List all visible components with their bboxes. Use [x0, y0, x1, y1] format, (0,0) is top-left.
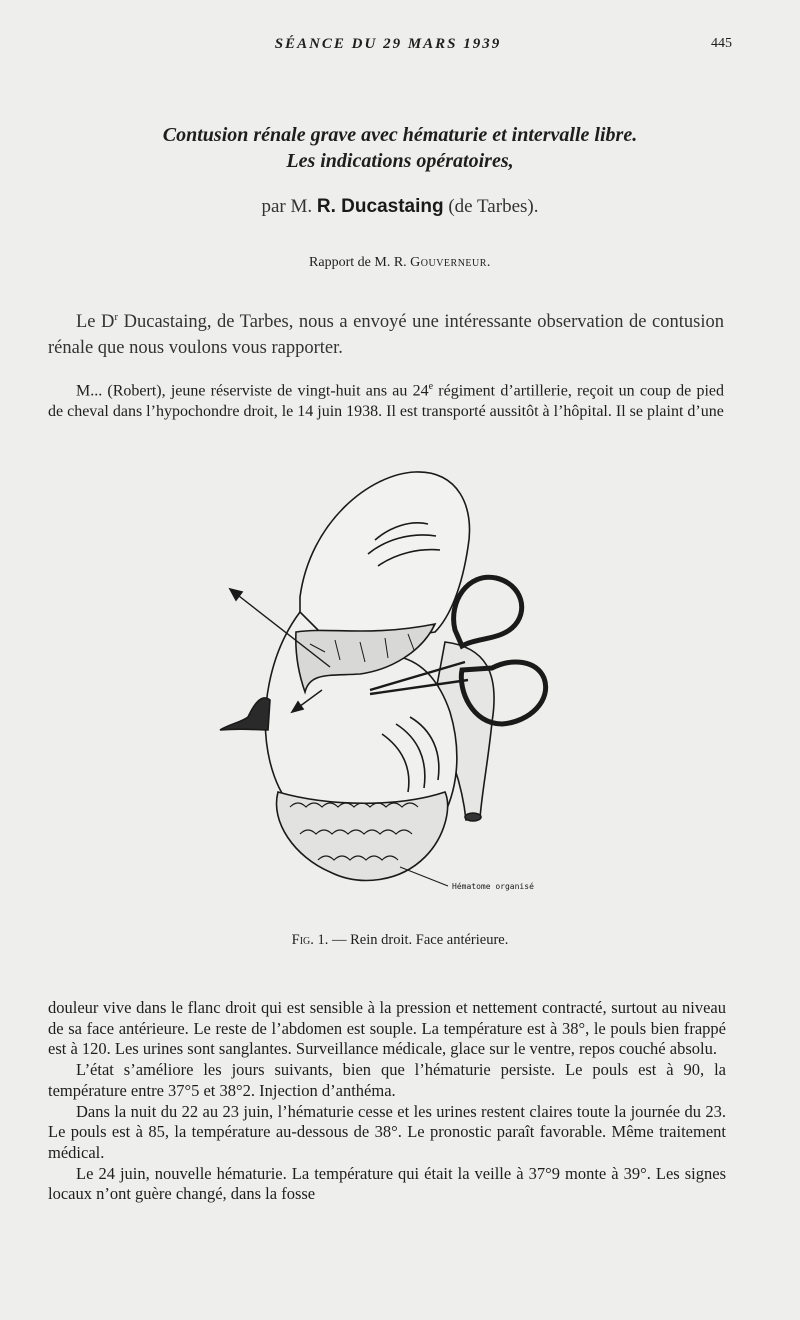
figure-caption	[40, 932, 760, 949]
case-text-b: régiment d’artillerie, reçoit un coup de pied de cheval dans l’hypochondre droit, le 14 juin 1938. Il est transporté aussitôt à l’hôpital. Il se plaint d’une	[48, 382, 724, 421]
report-line	[40, 255, 760, 271]
case-body	[48, 998, 726, 1205]
case-paragraph-1	[48, 376, 724, 422]
intro-sup: r	[114, 311, 119, 323]
intro-text-a: Le D	[76, 312, 115, 333]
label-leader	[400, 867, 448, 886]
case-paragraph-3: L’état s’améliore les jours suivants, bien que l’hématurie persiste. Le pouls est à 90, la température entre 37°5 et 38°2. Injection d’anthéma.	[48, 1060, 726, 1100]
case-paragraph-2: douleur vive dans le flanc droit qui est sensible à la pression et nettement contracté, surtout au niveau de sa face antérieure. Le reste de l’abdomen est souple. La température est à 38°, le pouls bien frappé est à 120. Les urines sont sanglantes. Surveillance médicale, glace sur le ventre, repos couché absolu.	[48, 998, 726, 1059]
page-number: 445	[711, 36, 732, 51]
title-line-2: Les indications opératoires,	[286, 150, 514, 172]
title-line-1: Contusion rénale grave avec hématurie et intervalle libre.	[162, 124, 638, 146]
case-text-a: M... (Robert), jeune réserviste de vingt-huit ans au 24	[76, 382, 429, 400]
vessel-stub	[220, 698, 270, 730]
ureter-end	[465, 813, 481, 821]
article-title	[40, 122, 760, 174]
running-title: SÉANCE DU 29 MARS 1939	[274, 36, 502, 52]
case-paragraph-5: Le 24 juin, nouvelle hématurie. La température qui était la veille à 37°9 monte à 39°. Les signes locaux n’ont guère changé, dans la fosse	[48, 1163, 726, 1204]
upper-pole	[300, 472, 470, 635]
report-prefix: Rapport de M. R.	[309, 255, 407, 270]
case-sup: e	[428, 381, 434, 392]
author-suffix: (de Tarbes).	[448, 196, 539, 217]
caption-prefix: Fig. 1.	[291, 932, 329, 948]
case-paragraph-4: Dans la nuit du 22 au 23 juin, l’hématurie cesse et les urines restent claires toute la journée du 23. Le pouls est à 85, la température au-dessous de 38°. Le pronostic paraît favorable. Même traitement médical.	[48, 1101, 726, 1162]
forceps-ring-upper	[454, 577, 522, 646]
figure-label: Hématome organisé	[452, 882, 534, 891]
kidney-illustration	[200, 462, 570, 912]
intro-paragraph	[48, 304, 724, 361]
author-name: R. Ducastaing	[316, 196, 444, 217]
hematoma	[277, 792, 448, 880]
intro-text-b: Ducastaing, de Tarbes, nous a envoyé une intéressante observation de contusion rénale que nous voulons vous rapporter.	[48, 312, 724, 359]
arrow-head-upper	[230, 589, 242, 600]
report-name: Gouverneur.	[410, 255, 491, 270]
author-line	[40, 196, 760, 218]
caption-text: — Rein droit. Face antérieure.	[328, 932, 509, 948]
running-head	[48, 36, 732, 60]
kidney-figure	[200, 462, 570, 912]
author-prefix: par M.	[261, 196, 313, 217]
